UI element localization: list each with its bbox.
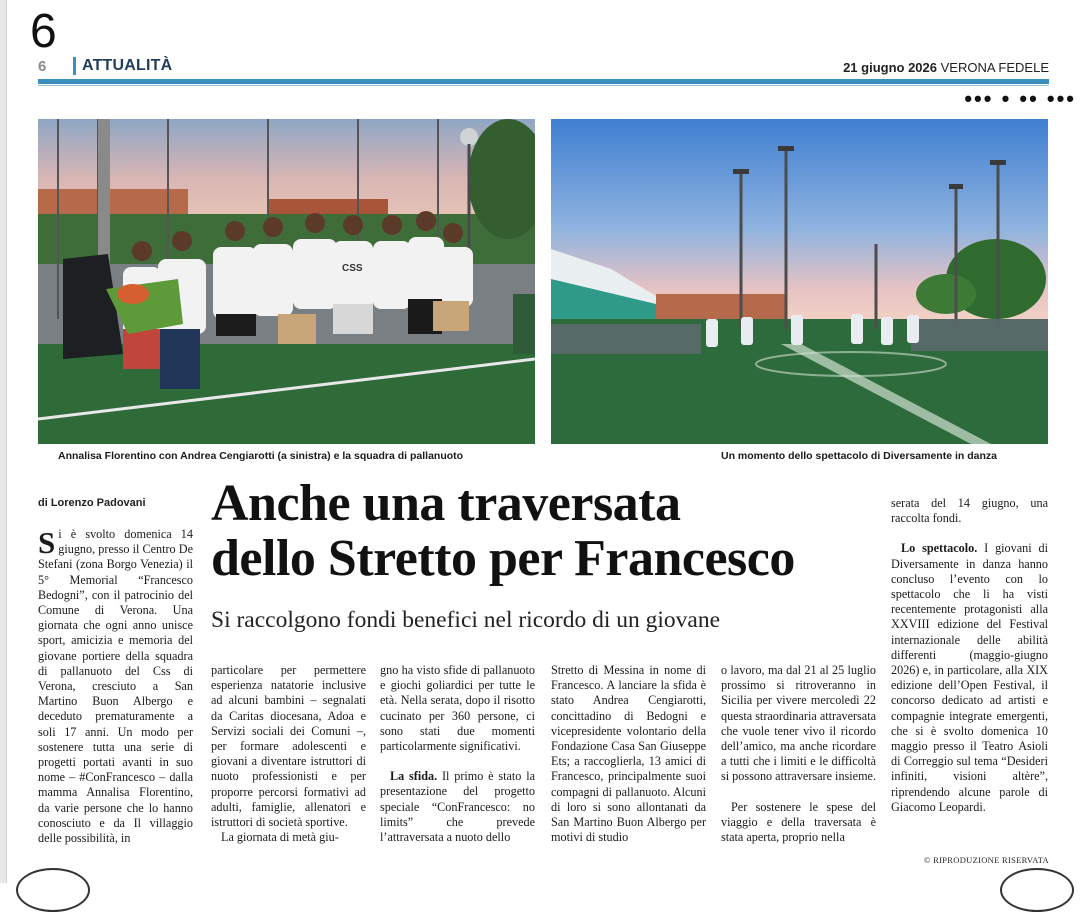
paragraph-text: i è svolto domenica 14 giugno, presso il Centro De Stefani (zona Borgo Venezia) il 5° Memorial “Francesco Bedogni”, con il patrocinio del Comune di Verona. Una giornata che ogni anno unisce sport, amicizia e memoria del giovane portiere della squadra di pallanuoto del Css di Verona, cresciuto a San Martino Buon Albergo e deceduto prematuramente a soli 17 anni. Un modo per sostenere tutta una serie di progetti portati avanti in suo nome – #ConFrancesco – dalla mamma Annalisa Florentino, da varie persone che lo hanno conosciuto e da Il villaggio delle possibilità, in (38, 527, 193, 846)
section-title: ATTUALITÀ (82, 57, 173, 74)
bottom-right-arc (1000, 868, 1074, 912)
header-separator (73, 57, 76, 75)
paragraph: gno ha visto sfide di pallanuoto e giochi goliardici per tutte le età. Nella serata, dopo il risotto cucinato per 360 persone, ci sono stati due momenti particolarmente significativi. (380, 663, 535, 754)
page-gutter (0, 0, 7, 883)
paragraph (380, 769, 535, 845)
byline: di Lorenzo Padovani (38, 497, 146, 509)
header-rule-thin (38, 85, 1049, 86)
photo-team (38, 119, 535, 444)
page-number: 6 (38, 58, 47, 75)
paragraph: Per sostenere le spese del viaggio e della traversata è stata aperta, proprio nella (721, 799, 876, 845)
publication-name: VERONA FEDELE (940, 60, 1049, 75)
paragraph-text: Il primo è stato la presentazione del progetto speciale “ConFrancesco: no limits” che prevede l’attraversata a nuoto dello (380, 769, 535, 845)
subsection-heading: Lo spettacolo. (901, 541, 978, 556)
headline-line-2: dello Stretto per Francesco (211, 530, 795, 587)
dateline (843, 60, 1049, 75)
paragraph: particolare per permettere esperienza natatorie inclusive ad alcuni bambini – segnalati da Caritas diocesana, Adoa e Servizi sociali dei Comuni –, per formare adolescenti e giovani a diventare istruttori di nuoto professionisti e per proporre percorsi formativi ad adulti, famiglie, allenatori e istruttori di società sportive. (211, 663, 366, 830)
paragraph (891, 541, 1048, 815)
subsection-heading: La sfida. (390, 769, 438, 784)
paragraph: La giornata di metà giu- (221, 830, 339, 845)
page-number-large: 6 (30, 5, 57, 58)
column-5 (721, 663, 876, 845)
photo-dance (551, 119, 1048, 444)
photo-dance-image (551, 119, 1048, 444)
more-options-dots[interactable]: ••• • •• ••• (964, 86, 1076, 111)
photo-team-image (38, 119, 535, 444)
column-3 (380, 663, 535, 845)
paragraph: o lavoro, ma dal 21 al 25 luglio prossimo si ritroveranno in Sicilia per vivere mercoledì 22 questa straordinaria attraversata che vuole tener vivo il ricordo dell’amico, ma anche ricordare a tutti che i limiti e le difficoltà si possono attraversare insieme. (721, 663, 877, 784)
paragraph (38, 527, 193, 846)
subheadline: Si raccolgono fondi benefici nel ricordo di un giovane (211, 607, 721, 633)
photo-team-caption: Annalisa Florentino con Andrea Cengiarotti (a sinistra) e la squadra di pallanuoto (58, 450, 464, 462)
headline-line-1: Anche una traversata (211, 475, 681, 532)
shirt-logo: CSS (342, 263, 363, 274)
column-4 (551, 663, 706, 845)
paragraph-text: I giovani di Diversamente in danza hanno concluso l’evento con lo spettacolo che li ha visti recentemente protagonisti alla XXVIII edizione del Festival internazionale delle abilità differenti (maggio-giugno 2026) e, in particolare, alla XIX edizione dell’Open Festival, il concorso dedicato ad artisti e compagnie integrate emergenti, che si è svolto domenica 10 maggio presso il Teatro Asioli di Correggio sul tema “Desideri infiniti, visioni altère”, riprendendo alcune parole di Giacomo Leopardi. (891, 541, 1048, 814)
column-1 (38, 527, 193, 846)
issue-date: 21 giugno 2026 (843, 60, 937, 75)
paragraph: serata del 14 giugno, una raccolta fondi. (891, 496, 1048, 526)
photo-dance-caption: Un momento dello spettacolo di Diversamente in danza (721, 450, 997, 462)
paragraph: Stretto di Messina in nome di Francesco. A lanciare la sfida è stato Andrea Cengiarotti, concittadino di Bedogni e vicepresidente volontario della Fondazione Casa San Giuseppe Ets; a raccoglierla, 13 amici di Francesco, principalmente suoi compagni di pallanuoto. Alcuni di loro si sono allontanati da San Martino Buon Albergo per motivi di studio (551, 663, 706, 845)
column-2 (211, 663, 366, 845)
header-rule (38, 79, 1049, 84)
headline (211, 476, 881, 586)
column-6 (891, 496, 1048, 815)
drop-cap: S (38, 525, 56, 560)
bottom-left-arc (16, 868, 90, 912)
copyright-notice: © RIPRODUZIONE RISERVATA (923, 855, 1049, 865)
